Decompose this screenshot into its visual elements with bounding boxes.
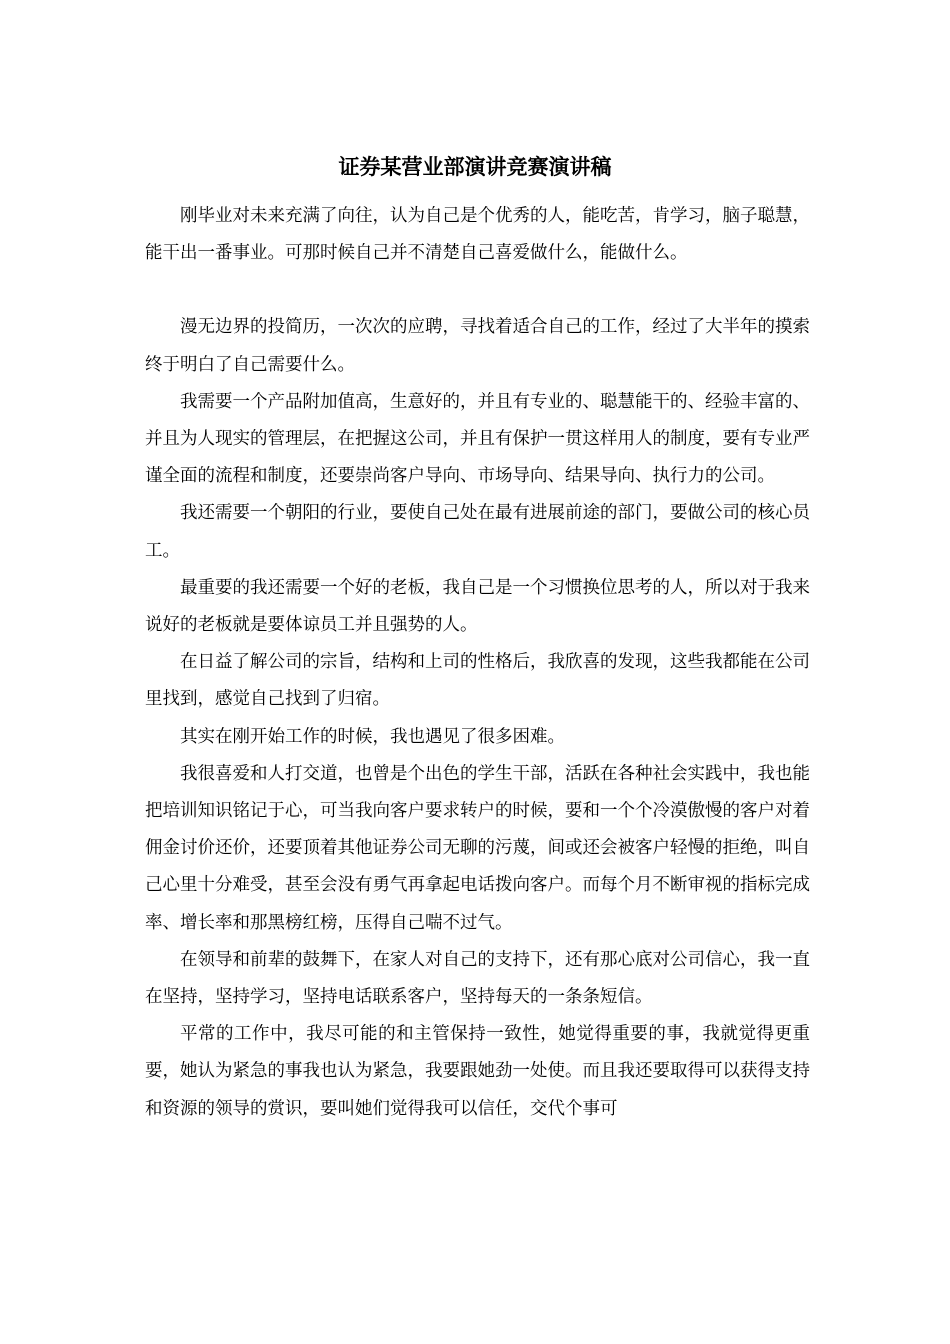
paragraph: 我还需要一个朝阳的行业，要使自己处在最有进展前途的部门，要做公司的核心员工。 bbox=[145, 503, 810, 561]
document-title: 证券某营业部演讲竞赛演讲稿 bbox=[338, 154, 612, 179]
document-body bbox=[145, 198, 810, 1128]
blank-line bbox=[145, 272, 810, 309]
paragraph: 漫无边界的投简历，一次次的应聘，寻找着适合自己的工作，经过了大半年的摸索终于明白了自己需要什么。 bbox=[145, 317, 810, 375]
paragraph: 平常的工作中，我尽可能的和主管保持一致性，她觉得重要的事，我就觉得更重要，她认为紧急的事我也认为紧急，我要跟她劲一处使。而且我还要取得可以获得支持和资源的领导的赏识，要叫她们觉得我可以信任，交代个事可 bbox=[145, 1024, 810, 1119]
paragraph: 我很喜爱和人打交道，也曾是个出色的学生干部，活跃在各种社会实践中，我也能把培训知识铭记于心，可当我向客户要求转户的时候，要和一个个冷漠傲慢的客户对着佣金讨价还价，还要顶着其他证券公司无聊的污蔑，间或还会被客户轻慢的拒绝，叫自己心里十分难受，甚至会没有勇气再拿起电话拨向客户。而每个月不断审视的指标完成率、增长率和那黑榜红榜，压得自己喘不过气。 bbox=[145, 763, 810, 933]
paragraph: 我需要一个产品附加值高，生意好的，并且有专业的、聪慧能干的、经验丰富的、并且为人现实的管理层，在把握这公司，并且有保护一贯这样用人的制度，要有专业严谨全面的流程和制度，还要崇尚客户导向、市场导向、结果导向、执行力的公司。 bbox=[145, 391, 810, 487]
paragraph: 在日益了解公司的宗旨，结构和上司的性格后，我欣喜的发现，这些我都能在公司里找到，感觉自己找到了归宿。 bbox=[145, 652, 810, 710]
paragraph: 最重要的我还需要一个好的老板，我自己是一个习惯换位思考的人，所以对于我来说好的老板就是要体谅员工并且强势的人。 bbox=[145, 577, 810, 636]
paragraph: 刚毕业对未来充满了向往，认为自己是个优秀的人，能吃苦，肯学习，脑子聪慧，能干出一番事业。可那时候自己并不清楚自己喜爱做什么，能做什么。 bbox=[145, 206, 810, 264]
paragraph: 其实在刚开始工作的时候，我也遇见了很多困难。 bbox=[180, 726, 565, 747]
paragraph: 在领导和前辈的鼓舞下，在家人对自己的支持下，还有那心底对公司信心，我一直在坚持，坚持学习，坚持电话联系客户，坚持每天的一条条短信。 bbox=[145, 949, 810, 1008]
